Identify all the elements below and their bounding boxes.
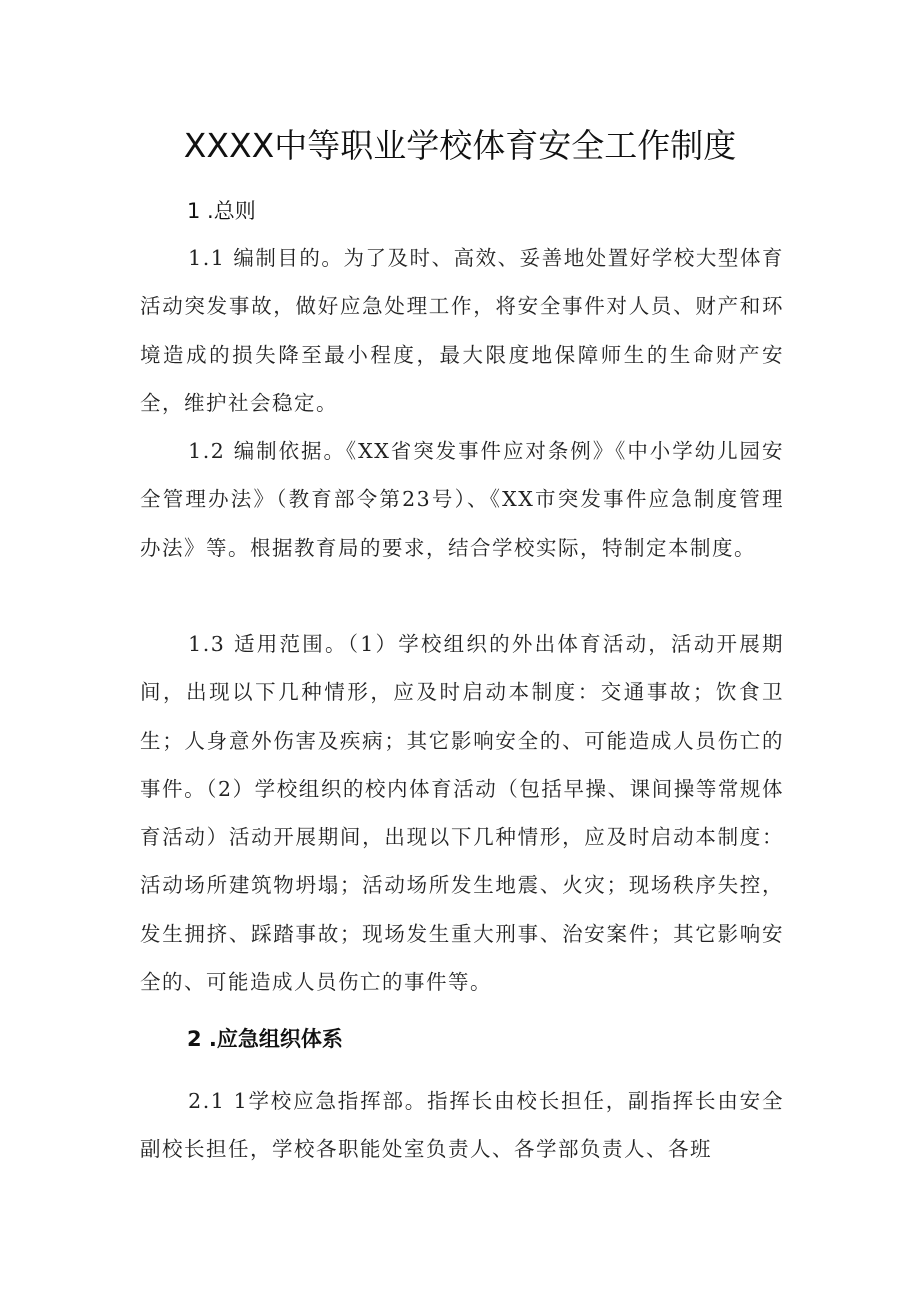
section-heading-general: 1 .总则 (187, 199, 256, 223)
section-heading-organization: 2 .应急组织体系 (187, 1027, 343, 1051)
paragraph-scope: 1.3 适用范围。（1）学校组织的外出体育活动，活动开展期间，出现以下几种情形，应及时启动本制度：交通事故；饮食卫生；人身意外伤害及疾病；其它影响安全的、可能造成人员伤亡的事件。（2）学校组织的校内体育活动（包括早操、课间操等常规体育活动）活动开展期间，出现以下几种情形，应及时启动本制度：活动场所建筑物坍塌；活动场所发生地震、火灾；现场秩序失控，发生拥挤、踩踏事故；现场发生重大刑事、治安案件；其它影响安全的、可能造成人员伤亡的事件等。 (140, 632, 784, 995)
paragraph-command-center: 2.1 1学校应急指挥部。指挥长由校长担任，副指挥长由安全副校长担任，学校各职能处室负责人、各学部负责人、各班 (140, 1089, 784, 1162)
paragraph-basis: 1.2 编制依据。《XX省突发事件应对条例》《中小学幼儿园安全管理办法》（教育部令第23号）、《XX市突发事件应急制度管理办法》等。根据教育局的要求，结合学校实际，特制定本制度。 (140, 439, 784, 560)
document-title: XXXX中等职业学校体育安全工作制度 (183, 126, 737, 165)
paragraph-purpose: 1.1 编制目的。为了及时、高效、妥善地处置好学校大型体育活动突发事故，做好应急处理工作，将安全事件对人员、财产和环境造成的损失降至最小程度，最大限度地保障师生的生命财产安全，维护社会稳定。 (140, 246, 784, 415)
